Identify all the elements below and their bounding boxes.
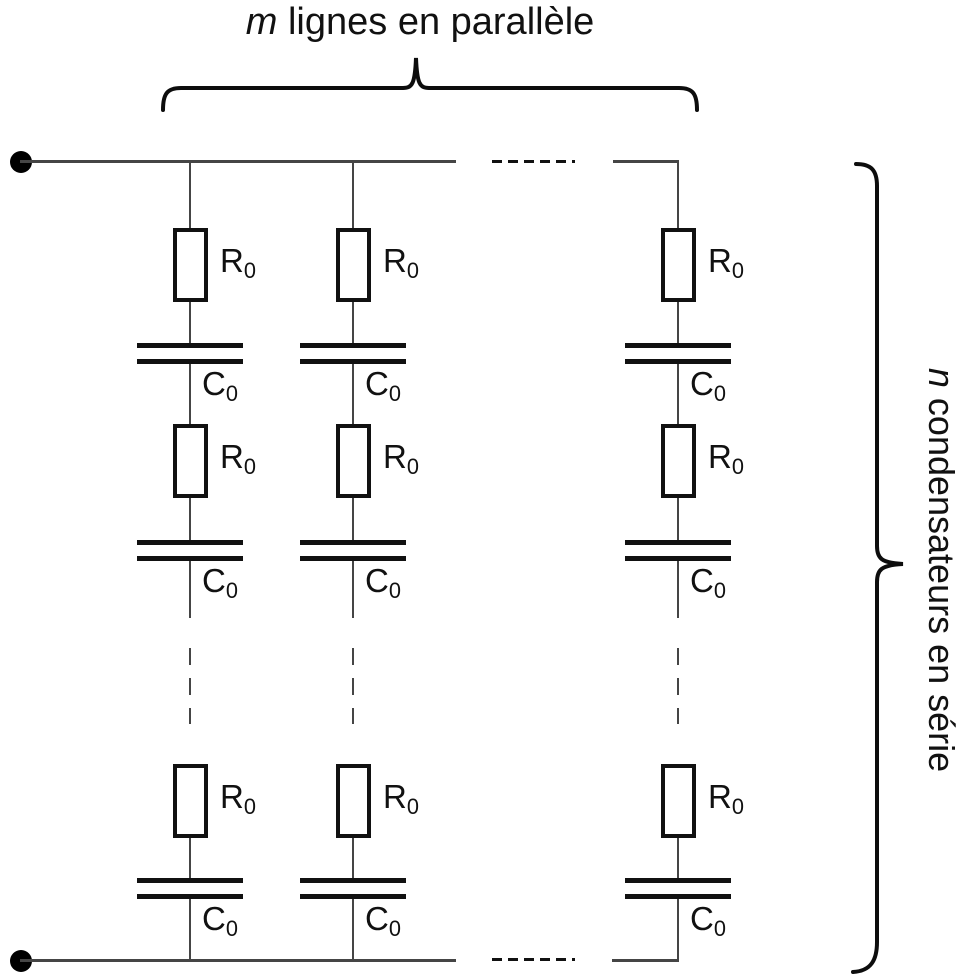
resistor-body [173,228,208,302]
capacitor-subscript: 0 [388,916,401,942]
capacitor-subscript: 0 [713,916,726,942]
resistor-label [220,242,256,284]
resistor-body [661,764,696,838]
bottom-bus-dashed-continuation [492,958,575,961]
capacitor-subscript: 0 [713,578,726,604]
wire [352,561,354,618]
bottom-bus-wire-right [612,959,679,962]
capacitor-symbol: C [365,365,389,402]
top-bus-wire [20,160,456,163]
wire [189,498,191,540]
capacitor-label [202,900,238,942]
capacitor-symbol: C [202,900,226,937]
resistor-subscript: 0 [731,454,744,480]
resistor-subscript: 0 [406,454,419,480]
wire [352,899,354,961]
resistor-symbol: R [383,438,407,475]
resistor-label [708,778,744,820]
wire [189,838,191,878]
resistor-symbol: R [220,438,244,475]
capacitor-top-plate [137,343,243,348]
wire [189,302,191,343]
side-caption-text: condensateurs en série [921,397,962,773]
resistor-symbol: R [383,242,407,279]
resistor-label [708,438,744,480]
capacitor-label [365,365,401,407]
wire [352,498,354,540]
capacitor-subscript: 0 [388,381,401,407]
top-bus-wire-right [613,160,679,163]
resistor-subscript: 0 [243,454,256,480]
column-dashed-continuation [677,648,679,724]
resistor-label [383,778,419,820]
top-bus-dashed-continuation [492,160,575,163]
capacitor-label [690,900,726,942]
resistor-body [336,228,371,302]
capacitor-top-plate [300,343,406,348]
top-caption [140,2,700,44]
wire [352,838,354,878]
capacitor-label [690,562,726,604]
resistor-subscript: 0 [406,794,419,820]
wire [677,561,679,618]
resistor-body [336,424,371,498]
capacitor-label [365,562,401,604]
resistor-body [336,764,371,838]
wire [189,364,191,424]
capacitor-symbol: C [365,562,389,599]
capacitor-subscript: 0 [713,381,726,407]
resistor-body [661,424,696,498]
resistor-body [173,424,208,498]
wire [677,302,679,343]
column-dashed-continuation [352,648,354,724]
side-caption [923,270,961,870]
capacitor-label [202,562,238,604]
capacitor-label [365,900,401,942]
resistor-label [220,438,256,480]
wire [189,561,191,618]
capacitor-symbol: C [690,365,714,402]
wire [189,162,191,228]
resistor-body [173,764,208,838]
wire [677,899,679,961]
series-brace [853,164,903,972]
column-dashed-continuation [189,648,191,724]
top-caption-text: lignes en parallèle [287,1,595,43]
capacitor-label [202,365,238,407]
resistor-symbol: R [220,242,244,279]
wire [677,364,679,424]
wire [352,162,354,228]
capacitor-top-plate [137,540,243,545]
capacitor-top-plate [625,343,731,348]
resistor-label [220,778,256,820]
capacitor-symbol: C [690,562,714,599]
wire [677,498,679,540]
wire [189,899,191,961]
capacitor-subscript: 0 [225,916,238,942]
wire [352,302,354,343]
capacitor-top-plate [137,878,243,883]
capacitor-label [690,365,726,407]
resistor-label [383,438,419,480]
capacitor-subscript: 0 [225,578,238,604]
top-caption-variable: m [245,1,278,43]
capacitor-symbol: C [365,900,389,937]
side-caption-variable: n [921,367,962,388]
capacitor-symbol: C [202,562,226,599]
capacitor-top-plate [625,878,731,883]
capacitor-subscript: 0 [225,381,238,407]
resistor-subscript: 0 [243,794,256,820]
wire [677,162,679,228]
resistor-subscript: 0 [243,258,256,284]
resistor-body [661,228,696,302]
capacitor-subscript: 0 [388,578,401,604]
resistor-label [383,242,419,284]
capacitor-symbol: C [202,365,226,402]
resistor-subscript: 0 [406,258,419,284]
resistor-label [708,242,744,284]
resistor-symbol: R [708,438,732,475]
bottom-bus-wire [20,959,456,962]
resistor-symbol: R [708,778,732,815]
resistor-subscript: 0 [731,258,744,284]
resistor-symbol: R [708,242,732,279]
parallel-brace [163,58,697,110]
resistor-symbol: R [220,778,244,815]
wire [352,364,354,424]
capacitor-top-plate [300,540,406,545]
resistor-symbol: R [383,778,407,815]
wire [677,838,679,878]
capacitor-symbol: C [690,900,714,937]
capacitor-top-plate [300,878,406,883]
resistor-subscript: 0 [731,794,744,820]
capacitor-top-plate [625,540,731,545]
